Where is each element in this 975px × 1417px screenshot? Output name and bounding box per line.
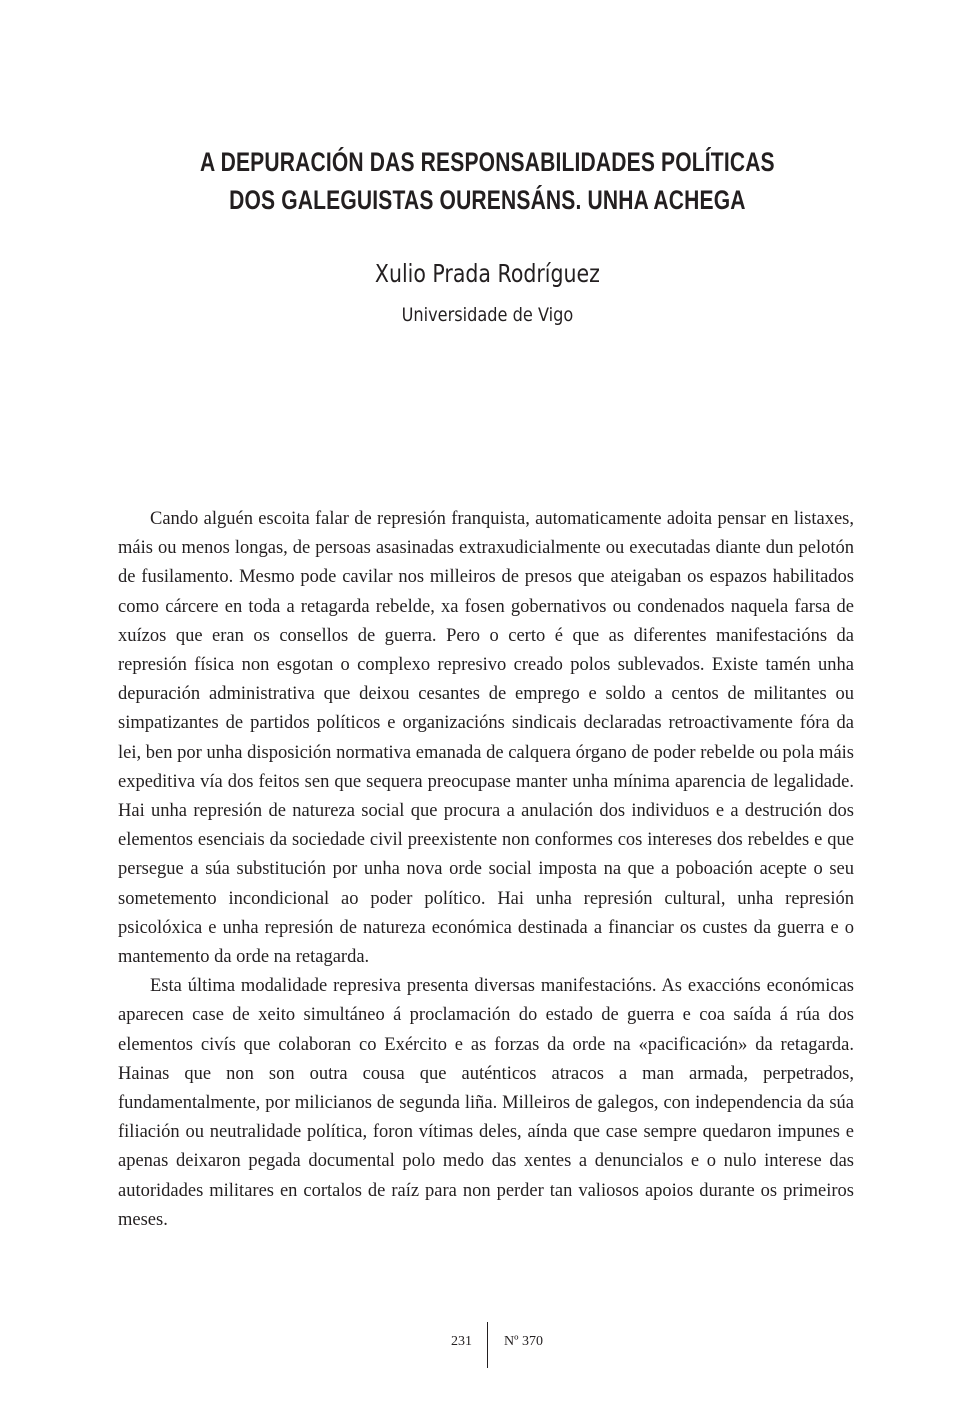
- footer-divider: [487, 1322, 488, 1368]
- article-title: [107, 143, 868, 219]
- article-body: [118, 505, 854, 1235]
- issue-number: Nº 370: [504, 1334, 543, 1349]
- title-line-2: DOS GALEGUISTAS OURENSÁNS. UNHA ACHEGA: [229, 185, 746, 215]
- author-name: Xulio Prada Rodríguez: [374, 259, 600, 288]
- paragraph-1: Cando alguén escoita falar de represión franquista, automaticamente adoita pensar en listaxes, máis ou menos longas, de persoas asasinadas extraxudicialmente ou executadas diante dun pelotón de fusilamento. Mesmo pode cavilar nos milleiros de presos que ateigaban os espazos habilitados como cárcere en toda a retagarda rebelde, xa fosen gobernativos ou condenados naquela farsa de xuízos que eran os consellos de guerra. Pero o certo é que as diferentes manifestacións da represión física non esgotan o complexo represivo creado polos sublevados. Existe tamén unha depuración administrativa que deixou cesantes de emprego e soldo a centos de militantes ou simpatizantes de partidos políticos e organizacións sindicais declaradas retroactivamente fóra da lei, ben por unha disposición normativa emanada de calquera órgano de poder rebelde ou pola máis expeditiva vía dos feitos sen que sequera preocupase manter unha mínima aparencia de legalidade. Hai unha represión de natureza social que procura a anulación dos individuos e a destrución dos elementos esenciais da sociedade civil preexistente non conformes cos intereses dos rebeldes e que persegue a súa substitución por unha nova orde social imposta na que a poboación acepte o seu sometemento incondicional ao poder político. Hai unha represión cultural, unha represión psicolóxica e unha represión de natureza económica destinada a financiar os custes da guerra e o mantemento da orde na retagarda.: [118, 509, 854, 968]
- paragraph-2: Esta última modalidade represiva presenta diversas manifestacións. As exaccións económicas aparecen case de xeito simultáneo á proclamación do estado de guerra e coa saída á rúa dos elementos civís que colaboran co Exército e as forzas da orde na «pacificación» da retagarda. Hainas que non son outra cousa que auténticos atracos a man armada, perpetrados, fundamentalmente, por milicianos de segunda liña. Milleiros de galegos, con independencia da súa filiación ou neutralidade política, foron vítimas deles, aínda que case sempre quedaron impunes e apenas deixaron pegada documental polo medo das xentes a denuncialos e o nulo interese das autoridades militares en cortalos de raíz para non perder tan valiosos apoios durante os primeiros meses.: [118, 976, 854, 1230]
- page-number: 231: [451, 1334, 472, 1349]
- page-footer: [0, 1322, 975, 1370]
- title-line-1: A DEPURACIÓN DAS RESPONSABILIDADES POLÍTICAS: [200, 147, 775, 177]
- author-affiliation: Universidade de Vigo: [401, 304, 574, 326]
